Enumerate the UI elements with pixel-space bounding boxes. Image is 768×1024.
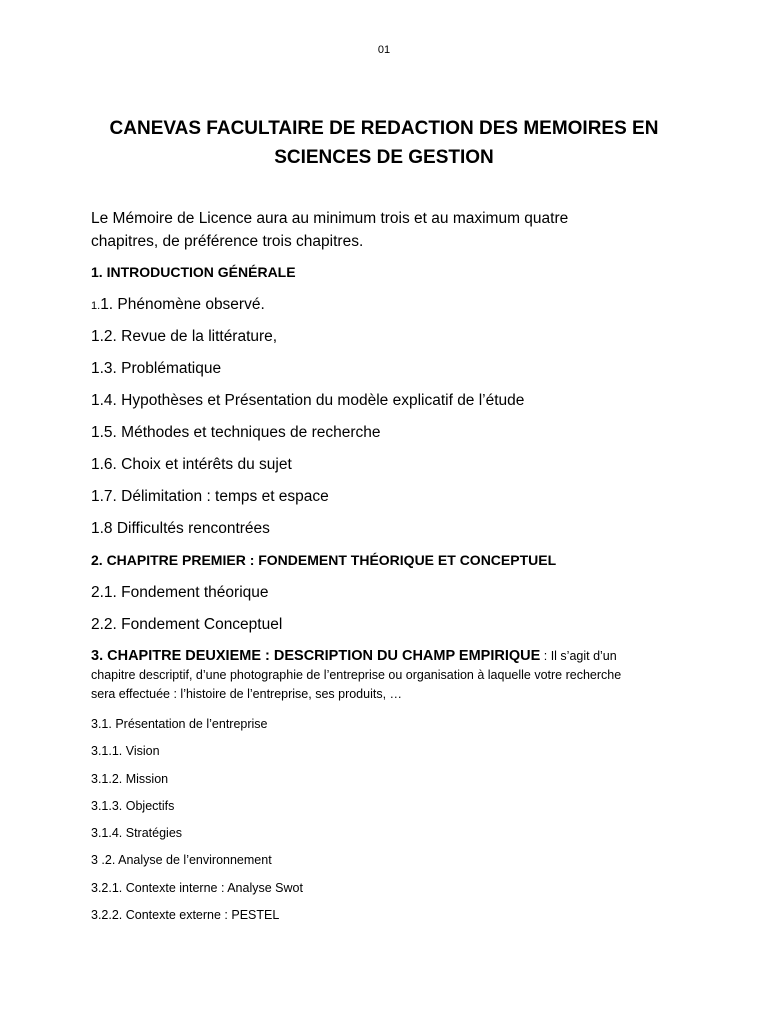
section-3-heading: 3. CHAPITRE DEUXIEME : DESCRIPTION DU CHAMP EMPIRIQUE [91,648,541,664]
intro-line-1: Le Mémoire de Licence aura au minimum trois et au maximum quatre [91,210,569,227]
section-1-heading: 1. INTRODUCTION GÉNÉRALE [91,264,296,280]
list-item-1-1-prefix: 1. [91,300,101,312]
list-item: 1.8 Difficultés rencontrées [91,520,270,537]
document-body [91,207,691,933]
section-3-block [91,647,691,704]
page-number: 01 [377,44,391,56]
list-item: 3.1.2. Mission [91,771,169,786]
list-item: 3.1. Présentation de l’entreprise [91,717,268,731]
section-3-description-2: chapitre descriptif, d’une photographie de l’entreprise ou organisation à laquelle votre recherche [91,668,622,682]
list-item: 2.2. Fondement Conceptuel [91,616,283,633]
document-title-line-1: CANEVAS FACULTAIRE DE REDACTION DES MEMOIRES EN [109,118,659,139]
section-3-description-1: : Il s’agit d’un [540,649,617,663]
list-item: 3.2.1. Contexte interne : Analyse Swot [91,880,303,895]
list-item: 1.7. Délimitation : temps et espace [91,488,329,505]
list-item: 1.3. Problématique [91,360,222,377]
list-item: 1.6. Choix et intérêts du sujet [91,456,292,473]
document-title [60,114,708,172]
list-item: 2.1. Fondement théorique [91,584,269,601]
list-item-1-1-text: 1. Phénomène observé. [100,296,265,313]
section-2-heading: 2. CHAPITRE PREMIER : FONDEMENT THÉORIQUE ET CONCEPTUEL [91,552,557,568]
intro-line-2: chapitres, de préférence trois chapitres. [91,233,364,250]
document-title-line-2: SCIENCES DE GESTION [274,147,494,168]
list-item: 1.2. Revue de la littérature, [91,328,278,345]
list-item: 3.1.1. Vision [91,744,160,759]
list-item: 3.1.4. Stratégies [91,826,183,841]
list-item: 3.2.2. Contexte externe : PESTEL [91,908,280,923]
list-item: 3 .2. Analyse de l’environnement [91,853,272,868]
list-item-1-1 [91,295,691,327]
list-item: 1.5. Méthodes et techniques de recherche [91,424,381,441]
list-item: 3.1.3. Objectifs [91,798,175,813]
intro-paragraph [91,207,691,253]
section-3-description-3: sera effectuée : l’histoire de l’entreprise, ses produits, … [91,687,403,701]
list-item: 1.4. Hypothèses et Présentation du modèle explicatif de l’étude [91,392,525,409]
